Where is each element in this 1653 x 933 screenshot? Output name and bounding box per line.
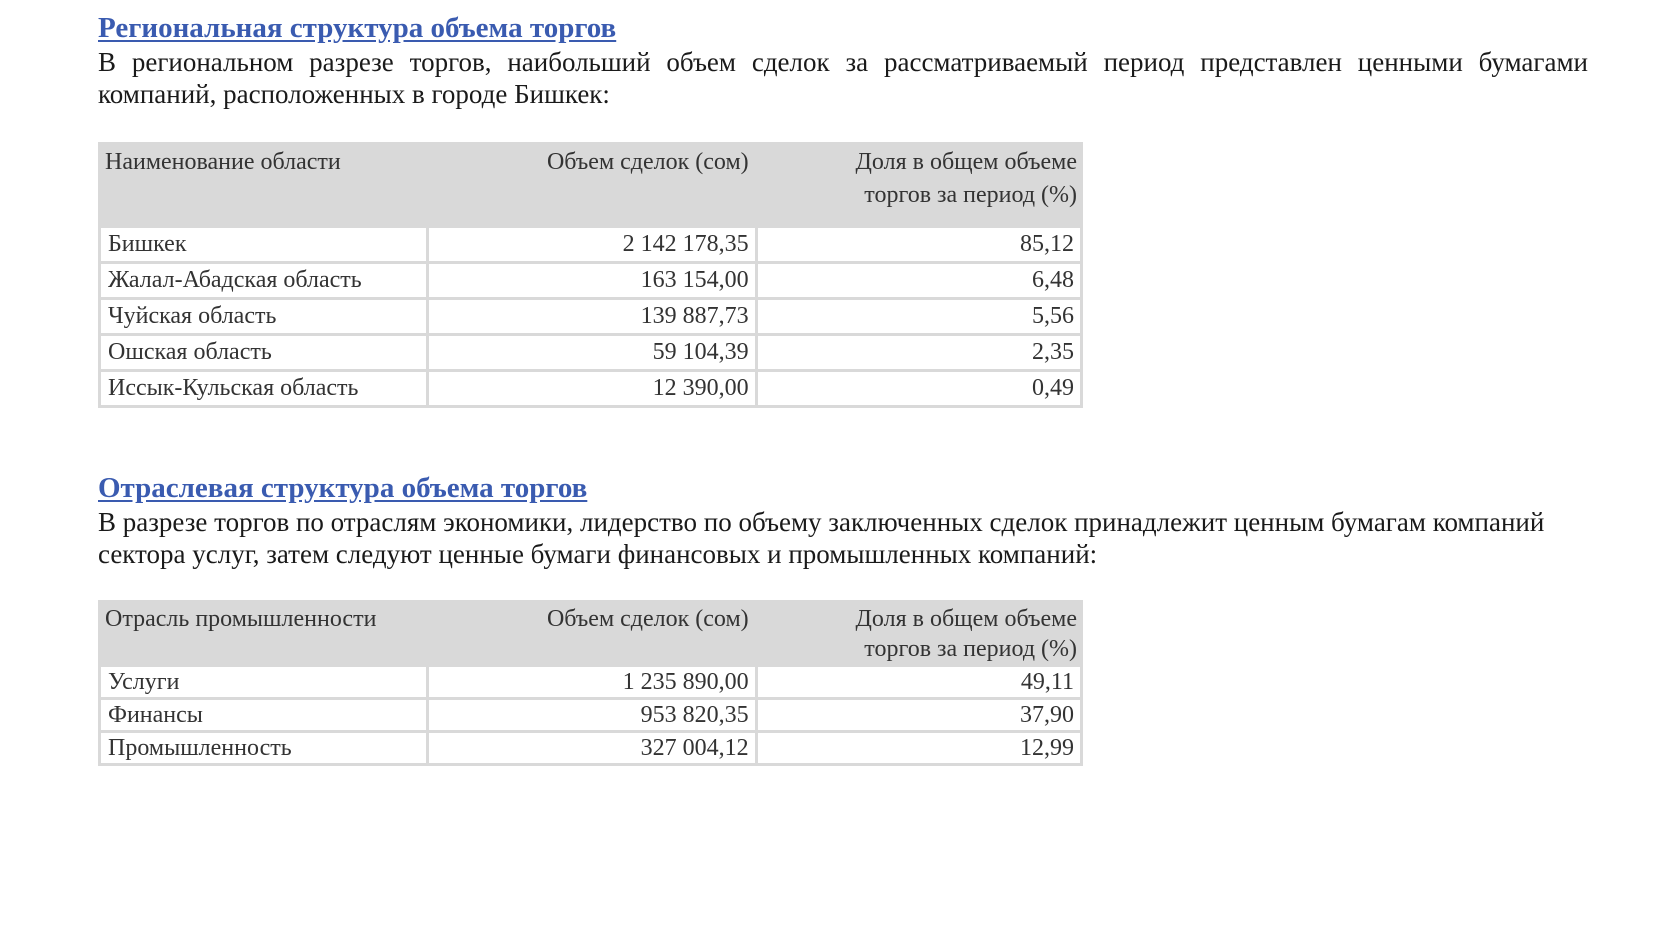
table-header-row [98, 142, 1083, 225]
header-share-text: Доля в общем объеме торгов за период (%) [855, 606, 1077, 662]
region-name: Чуйская область [98, 300, 426, 336]
table-row [98, 664, 1083, 700]
region-name: Ошская область [98, 336, 426, 372]
region-share: 5,56 [755, 300, 1083, 336]
sector-text: В разрезе торгов по отраслям экономики, лидерство по объему заключенных сделок принадлежит ценным бумагам компаний сектора услуг, затем следуют ценные бумаги финансовых и промышленных компаний: [98, 507, 1545, 569]
sector-title: Отраслевая структура объема торгов [98, 472, 588, 504]
sector-volume: 953 820,35 [426, 700, 754, 733]
regional-text: В региональном разрезе торгов, наибольший объем сделок за рассматриваемый период представлен ценными бумагами компаний, расположенных в городе Бишкек: [98, 47, 1588, 109]
table-row [98, 700, 1083, 733]
sector-table [98, 600, 1083, 766]
header-volume: Объем сделок (сом) [426, 142, 754, 225]
header-share-text: Доля в общем объеме торгов за период (%) [855, 149, 1077, 208]
table-row [98, 733, 1083, 766]
sector-share: 49,11 [755, 664, 1083, 700]
table-row [98, 264, 1083, 300]
table-row [98, 336, 1083, 372]
table-row [98, 372, 1083, 408]
region-name: Бишкек [98, 225, 426, 264]
sector-name: Услуги [98, 664, 426, 700]
region-volume: 59 104,39 [426, 336, 754, 372]
sector-section [98, 470, 1588, 766]
document-page [98, 10, 1588, 766]
region-volume: 12 390,00 [426, 372, 754, 408]
table-row [98, 300, 1083, 336]
sector-volume: 1 235 890,00 [426, 664, 754, 700]
sector-share: 12,99 [755, 733, 1083, 766]
sector-name: Промышленность [98, 733, 426, 766]
header-region-name: Наименование области [98, 142, 426, 225]
region-share: 85,12 [755, 225, 1083, 264]
header-share [755, 142, 1083, 225]
table-row [98, 225, 1083, 264]
region-volume: 2 142 178,35 [426, 225, 754, 264]
region-name: Иссык-Кульская область [98, 372, 426, 408]
table-header-row [98, 600, 1083, 664]
region-share: 2,35 [755, 336, 1083, 372]
region-volume: 163 154,00 [426, 264, 754, 300]
regional-table [98, 142, 1083, 408]
sector-share: 37,90 [755, 700, 1083, 733]
header-volume: Объем сделок (сом) [426, 600, 754, 664]
region-share: 6,48 [755, 264, 1083, 300]
sector-volume: 327 004,12 [426, 733, 754, 766]
regional-section [98, 10, 1588, 408]
regional-title: Региональная структура объема торгов [98, 12, 617, 44]
header-sector-name: Отрасль промышленности [98, 600, 426, 664]
sector-name: Финансы [98, 700, 426, 733]
region-name: Жалал-Абадская область [98, 264, 426, 300]
region-share: 0,49 [755, 372, 1083, 408]
region-volume: 139 887,73 [426, 300, 754, 336]
header-share [755, 600, 1083, 664]
